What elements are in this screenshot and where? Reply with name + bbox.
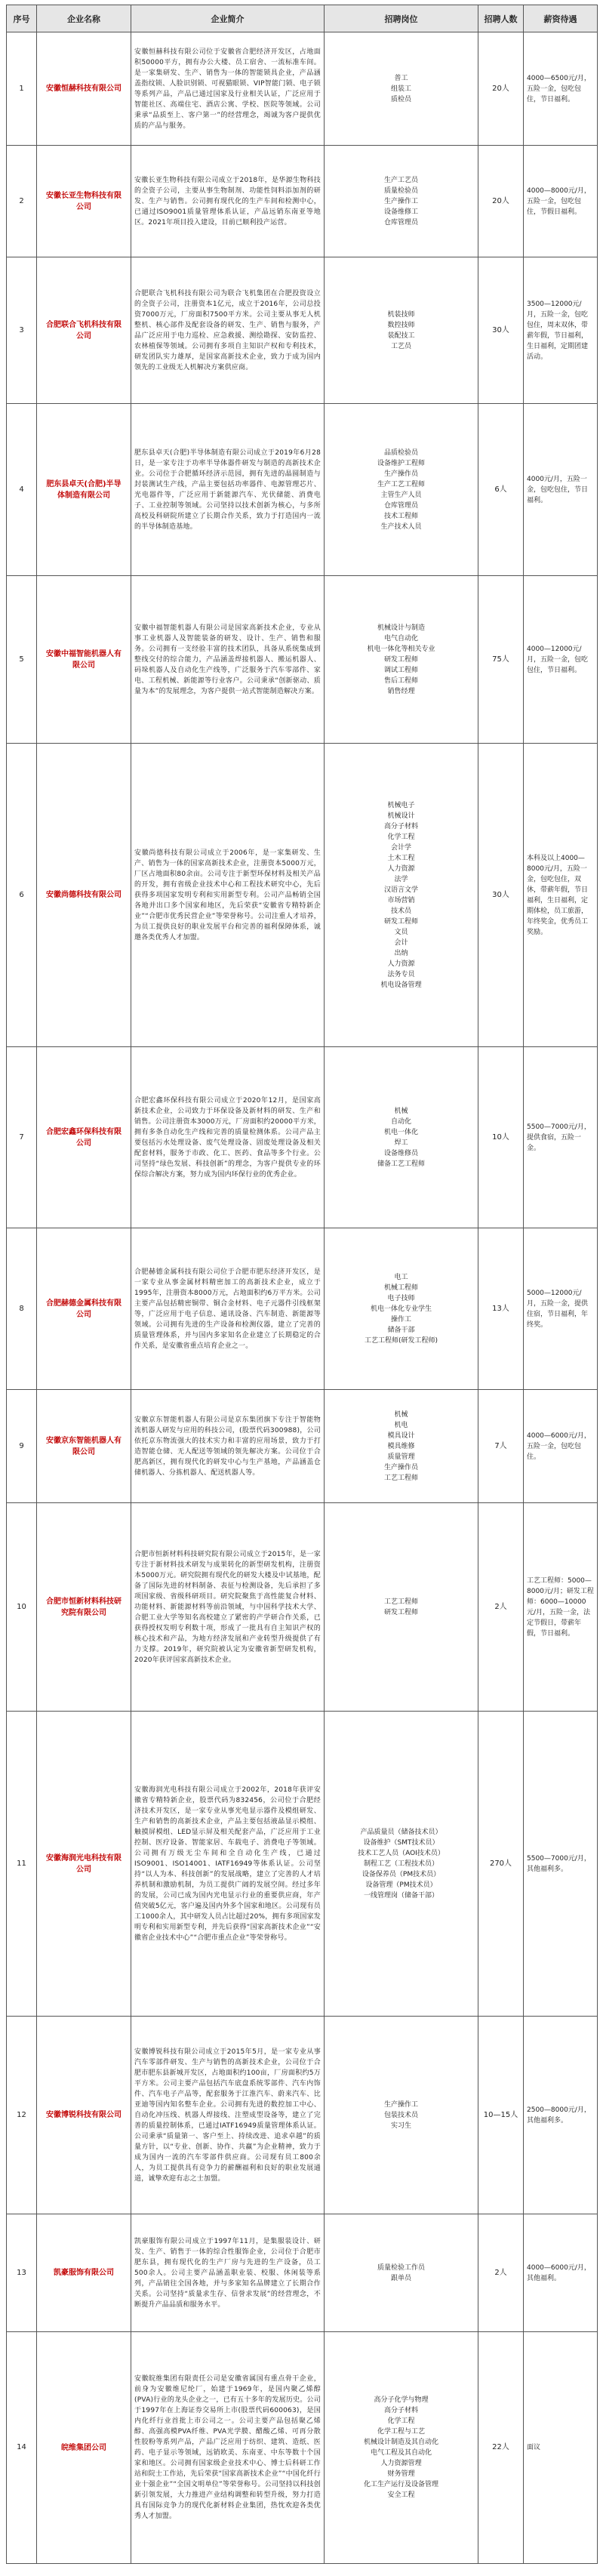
company-intro: 安徽皖维集团有限责任公司是安徽省属国有重点骨干企业，前身为安徽维尼纶厂，始建于1969年，是国内聚乙烯醇(PVA)行业的龙头企业之一，已有五十多年的发展历史。公司于1997年在上海证券交易所上市(股票代码600063)，是国内化纤行业首批上市公司之一。公司主要产品包括聚乙烯醇、高强高模PVA纤维、PVA光学膜、醋酸乙烯、可再分散性胶粉等系列产品，产品广泛应用于纺织、建筑、造纸、医药、电子显示等领域，远销欧美、东南亚、中东等数十个国家和地区。公司拥有国家级企业技术中心、博士后科研工作站和院士工作站，先后荣获“国家高新技术企业”“中国化纤行业十强企业”“全国文明单位”等荣誉称号。公司坚持以科技创新引领发展，大力推进产业结构调整和转型升级，努力打造具有国际竞争力的现代化新材料企业集团，热忱欢迎各类优秀人才加盟。 [131,2332,325,2564]
company-intro: 合肥联合飞机科技有限公司为联合飞机集团在合肥投资设立的全资子公司，注册资本1亿元，成立于2016年，公司总投资7000万元，厂房面积7500平方米。公司主要从事无人机整机、核心部件及配套设备的研发、生产、销售与服务，产品广泛应用于电力巡检、应急救援、测绘勘探、安防监控、农林植保等领域。公司拥有多项自主知识产权和专利技术，研发团队实力雄厚，是国家高新技术企业，致力于成为国内领先的工业级无人机解决方案供应商。 [131,257,325,404]
salary-cell [524,2017,598,2214]
row-seq: 12 [7,2017,37,2214]
row-seq: 9 [7,1390,37,1503]
table-row [7,1047,598,1228]
position-item: 机电一体化等相关专业 [367,645,435,653]
position-item: 工艺工程师(研发工程师) [364,1336,438,1345]
position-item: 焊工 [394,1139,408,1147]
company-intro: 合肥市恒新材料科技研究院有限公司成立于2015年，是一家专注于新材料技术研发与成果转化的新型研发机构，注册资本5000万元。研究院拥有现代化的研发大楼及中试基地，配备了国际先进的材料制备、表征与检测设备，先后承担了多项国家级、省级科研项目。研究院聚焦于高性能复合材料、功能材料、新能源材料等前沿领域，与中国科学技术大学、合肥工业大学等知名高校建立了紧密的产学研合作关系，已获得授权发明专利数十项，形成了一批具有自主知识产权的核心技术和产品，为地方经济发展和产业转型升级提供了有力支撑。2019年，研究院被认定为安徽省新型研发机构，2020年获评国家高新技术企业。 [131,1503,325,1712]
salary-text: 3500—12000元/月，五险一金，包吃包住，周末双休，带薪年假，节日福利，生日福利，定期团建活动。 [527,300,589,361]
positions-cell [325,1712,478,2017]
company-name: 安徽恒赫科技有限公司 [37,32,131,146]
position-item: 主管生产人员 [380,491,422,499]
company-name: 合肥联合飞机科技有限公司 [37,257,131,404]
position-item: 市场营销 [387,896,415,904]
row-seq: 8 [7,1228,37,1390]
salary-text: 4000—6000元/月，其他福利。 [527,2263,591,2282]
salary-cell [524,146,598,257]
table-row [7,1390,598,1503]
positions-cell [325,1047,478,1228]
company-intro: 安徽博锐科技有限公司成立于2015年5月，是一家专业从事汽车零部件研发、生产与销售的高新技术企业，公司位于合肥市肥东县新城开发区，占地面积约100亩，厂房面积约5万平方米。公司主要产品包括汽车底盘系统零部件、汽车内饰件、汽车电子产品等，配套服务于江淮汽车、蔚来汽车、比亚迪等国内知名整车企业。公司拥有先进的数控加工中心、自动化冲压线、机器人焊接线、注塑成型设备等，建立了完善的质量控制体系，已通过IATF16949质量管理体系认证。公司秉承“质量第一、客户至上、持续改进、追求卓越”的质量方针，以“专业、创新、协作、共赢”为企业精神，致力于成为国内一流的汽车零部件供应商。公司现有员工800余人，为员工提供具有竞争力的薪酬福利和良好的职业发展通道，诚挚欢迎有志之士加盟。 [131,2017,325,2214]
positions-cell [325,1503,478,1712]
position-item: 机械 [394,1410,408,1419]
position-item: 操作工 [390,1315,411,1323]
salary-text: 4000元/月，五险一金，包吃包住，节日福利。 [527,475,589,504]
headcount: 270人 [478,1712,524,2017]
salary-text: 本科及以上4000—8000元/月，五险一金，包吃包住，双休，带薪年假，节日福利，生日福利，定期体检，员工旅游，年终奖金，优秀员工奖励。 [527,854,589,936]
company-name: 合肥宏鑫环保科技有限公司 [37,1047,131,1228]
position-item: 法务专员 [387,970,415,978]
table-row [7,2214,598,2332]
position-item: 仓库管理员 [383,501,418,510]
position-item: 出纳 [394,949,408,957]
company-name: 凯豪服饰有限公司 [37,2214,131,2332]
position-item: 机械设计 [387,812,415,820]
salary-cell [524,1047,598,1228]
position-item: 人力资源 [387,864,415,873]
position-item: 组装工 [390,85,411,93]
position-item: 高分子材料 [383,822,418,830]
position-item: 品质检验员 [383,448,418,457]
position-item: 土木工程 [387,854,415,862]
position-item: 生产操作员 [383,470,418,478]
position-item: 质量管理 [387,1453,415,1461]
company-name: 安徽中福智能机器人有限公司 [37,576,131,744]
position-item: 机械设计与制造 [377,624,425,632]
headcount: 20人 [478,146,524,257]
headcount: 10—15人 [478,2017,524,2214]
position-item: 生产技术人员 [380,522,422,531]
position-item: 机械工程师 [383,1283,418,1292]
position-item: 一线管理岗（储备干部） [363,1891,438,1900]
positions-cell [325,1390,478,1503]
salary-text: 5500—7000元/月，其他福利多。 [527,1854,591,1873]
position-item: 储备干部 [387,1326,415,1334]
headcount: 30人 [478,257,524,404]
positions-cell [325,576,478,744]
positions-cell [325,1228,478,1390]
salary-text: 4000—8000元/月，五险一金，包吃包住，节假日福利。 [527,186,591,216]
salary-text: 4000—12000元/月，五险一金，包吃包住，节日福利。 [527,645,589,674]
header-headcount: 招聘人数 [478,5,524,32]
position-item: 汉语言文学 [383,886,418,894]
position-item: 财务管理 [387,2470,415,2478]
position-item: 技术员 [390,907,411,915]
salary-cell [524,576,598,744]
company-intro: 肥东县卓天(合肥)半导体制造有限公司成立于2019年6月28日，是一家专注于功率半导体器件研发与制造的高新技术企业。公司位于合肥循环经济示范园，拥有先进的晶圆制造与封装测试生产线，产品主要包括功率器件、电源管理芯片、光电器件等，广泛应用于新能源汽车、光伏储能、消费电子、工业控制等领域。公司坚持以技术创新为核心，与多所高校及科研院所建立了长期合作关系，致力于打造国内一流的半导体制造基地。 [131,404,325,576]
company-name: 安徽博锐科技有限公司 [37,2017,131,2214]
position-item: 自动化 [390,1117,411,1126]
position-item: 工艺员 [390,342,411,350]
table-header-row [7,5,598,32]
position-item: 机电一体化专业学生 [370,1305,432,1313]
position-item: 储备工艺工程师 [377,1160,425,1168]
table-row [7,576,598,744]
position-item: 模具设计 [387,1431,415,1440]
position-item: 设备维修工 [383,208,418,216]
company-name: 肥东县卓天(合肥)半导体制造有限公司 [37,404,131,576]
company-name: 合肥赫德金属科技有限公司 [37,1228,131,1390]
position-item: 制程工艺（工程技术员） [363,1860,438,1868]
table-row [7,146,598,257]
salary-cell [524,1228,598,1390]
headcount: 2人 [478,2214,524,2332]
position-item: 会计学 [390,843,411,852]
table-row [7,1503,598,1712]
position-item: 化学工程 [387,2417,415,2425]
table-row [7,257,598,404]
position-item: 工艺工程师 [383,1598,418,1606]
table-row [7,404,598,576]
row-seq: 2 [7,146,37,257]
position-item: 质量检验工作员 [377,2263,425,2272]
position-item: 电气工程及其自动化 [370,2449,432,2457]
position-item: 工艺工程师 [383,1474,418,1482]
salary-cell [524,1390,598,1503]
position-item: 会计 [394,938,408,947]
position-item: 设备维护工程师 [377,459,425,467]
salary-cell [524,2332,598,2564]
positions-cell [325,404,478,576]
company-intro: 凯豪服饰有限公司成立于1997年11月，是集服装设计、研发、生产、销售于一体的综合性服饰企业，公司位于合肥市肥东县，拥有现代化的生产厂房与先进的生产设备，员工500余人。公司主要产品涵盖职业装、校服、休闲装等系列，产品销往全国各地，并与多家知名品牌建立了长期合作关系。公司坚持“质量求生存、信誉求发展”的经营理念，不断提升产品品质和服务水平。 [131,2214,325,2332]
salary-text: 5000—12000元/月，五险一金，提供住宿，节日福利，年终奖。 [527,1289,589,1329]
headcount: 30人 [478,744,524,1047]
position-item: 销售经理 [387,687,415,695]
company-intro: 合肥赫德金属科技有限公司位于合肥市肥东经济开发区，是一家专业从事金属材料精密加工的高新技术企业，成立于1995年，注册资本8000万元，占地面积约6万平方米。公司主要产品包括精密铜带、铜合金材料、电子元器件引线框架等，广泛应用于电子信息、通讯设备、汽车制造、新能源等领域。公司拥有先进的生产设备和检测仪器，建立了完善的质量管理体系，并与国内多家知名企业建立了长期稳定的合作关系，是安徽省重点培育企业之一。 [131,1228,325,1390]
positions-cell [325,32,478,146]
position-item: 电工 [394,1273,408,1281]
headcount: 22人 [478,2332,524,2564]
header-company-name: 企业名称 [37,5,131,32]
company-intro: 安徽尚德科技有限公司成立于2006年，是一家集研发、生产、销售为一体的国家高新技术企业，注册资本5000万元，厂区占地面积80余亩。公司专注于新型环保材料及相关产品的开发，拥有省级企业技术中心和工程技术研究中心，先后获得多项国家发明专利和实用新型专利。公司产品畅销全国各地并出口多个国家和地区，先后荣获“安徽省专精特新企业”“合肥市优秀民营企业”等荣誉称号。公司注重人才培养，为员工提供良好的职业发展平台和完善的福利保障体系，诚邀各类优秀人才加盟。 [131,744,325,1047]
headcount: 75人 [478,576,524,744]
table-row [7,1712,598,2017]
salary-cell [524,744,598,1047]
position-item: 安全工程 [387,2491,415,2499]
position-item: 质量检验员 [383,186,418,195]
table-row [7,1228,598,1390]
company-name: 安徽长亚生物科技有限公司 [37,146,131,257]
row-seq: 5 [7,576,37,744]
row-seq: 4 [7,404,37,576]
company-intro: 合肥宏鑫环保科技有限公司成立于2020年12月，是国家高新技术企业，公司致力于环保设备及新材料的研发、生产和销售。公司注册资本3000万元，厂房面积约20000平方米，拥有多条自动化生产线和完善的质量检测体系。公司产品主要包括污水处理设备、废气处理设备、固废处理设备及相关配套材料，服务于市政、化工、医药、食品等多个行业。公司坚持“绿色发展、科技创新”的理念，为客户提供专业的环保综合解决方案，努力成为国内环保行业的优秀企业。 [131,1047,325,1228]
position-item: 文员 [394,928,408,936]
position-item: 人力资源 [387,960,415,968]
position-item: 售后工程师 [383,676,418,685]
company-intro: 安徽恒赫科技有限公司位于安徽省合肥经济开发区，占地面积50000平方，拥有办公大楼、员工宿舍、一流标准车间。是一家集研发、生产、销售为一体的智能锁具企业，产品涵盖指纹锁、人脸识别锁、可视猫眼锁、VIP智能门锁、电子锁等系列产品，产品已通过国家及行业相关认证，广泛应用于智能社区、高端住宅、酒店公寓、学校、医院等领域。公司秉承“品质至上、客户第一”的经营理念，竭诚为客户提供优质的产品与服务。 [131,32,325,146]
position-item: 化学工程与工艺 [377,2428,425,2436]
position-item: 机电 [394,1421,408,1429]
positions-cell [325,2332,478,2564]
position-item: 人力资源管理 [380,2460,422,2467]
headcount: 10人 [478,1047,524,1228]
position-item: 设备管理（PM技术员） [365,1881,437,1889]
salary-cell [524,2214,598,2332]
position-item: 技术工程师 [383,512,418,520]
salary-cell [524,1503,598,1712]
company-name: 安徽京东智能机器人有限公司 [37,1390,131,1503]
position-item: 仓库管理员 [383,218,418,226]
table-row [7,744,598,1047]
salary-cell [524,1712,598,2017]
company-intro: 安徽海润光电科技有限公司成立于2002年，2018年获评安徽省专精特新企业，股票代码为832456，公司位于合肥经济技术开发区，是一家专业从事光电显示器件及模组研发、生产和销售的高新技术企业，产品主要包括液晶显示模组、触摸屏模组、LED显示屏及相关配套产品，广泛应用于工业控制、医疗设备、智能家居、车载电子、消费电子等领域。公司拥有万级无尘车间和全自动化生产线，已通过ISO9001、ISO14001、IATF16949等体系认证。公司坚持“以人为本、科技创新”的发展战略，建立了完善的人才培养机制和激励机制，为员工提供广阔的发展空间。经过多年的发展，公司已成为国内光电显示行业的重要供应商，年产值突破5亿元，客户遍及国内外多个国家和地区。公司现有员工1000余人，其中研发人员占比超过20%，拥有多项国家发明专利和实用新型专利，并先后获得“国家高新技术企业”“安徽省企业技术中心”“合肥市重点企业”等荣誉称号。 [131,1712,325,2017]
position-item: 生产工艺工程师 [377,480,425,488]
position-item: 电子技师 [387,1294,415,1302]
table-row [7,2017,598,2214]
company-name: 合肥市恒新材料科技研究院有限公司 [37,1503,131,1712]
position-item: 实习生 [390,2122,411,2130]
position-item: 设备保养员（PM技术员） [361,1870,441,1878]
position-item: 普工 [394,74,408,82]
positions-cell [325,2214,478,2332]
row-seq: 10 [7,1503,37,1712]
header-positions: 招聘岗位 [325,5,478,32]
position-item: 机电设备管理 [380,981,422,989]
company-name: 皖维集团公司 [37,2332,131,2564]
positions-cell [325,257,478,404]
row-seq: 1 [7,32,37,146]
headcount: 2人 [478,1503,524,1712]
position-item: 化学工程 [387,833,415,841]
position-item: 机械 [394,1107,408,1115]
position-item: 设备维护（SMT技术员） [363,1838,439,1847]
headcount: 7人 [478,1390,524,1503]
salary-text: 2500—8000元/月，其他福利多。 [527,2106,591,2125]
salary-text: 4000—6000元/月，五险一金，包吃包住。 [527,1431,591,1461]
salary-cell [524,404,598,576]
position-item: 数控技师 [387,321,415,329]
position-item: 研发工程师 [383,917,418,926]
position-item: 包装技术员 [383,2111,418,2119]
position-item: 化工生产运行及设备管理 [363,2481,438,2488]
company-intro: 安徽京东智能机器人有限公司是京东集团旗下专注于智能物流机器人研发与应用的科技公司，(股票代码300988)，公司依托京东物流强大的技术实力和丰富的应用场景，致力于打造智能仓储、无人配送等领域的领先解决方案。公司位于合肥高新区，拥有现代化的研发中心与生产基地，产品涵盖仓储机器人、分拣机器人、配送机器人等。 [131,1390,325,1503]
position-item: 电气自动化 [383,634,418,642]
company-name: 安徽尚德科技有限公司 [37,744,131,1047]
headcount: 20人 [478,32,524,146]
headcount: 6人 [478,404,524,576]
row-seq: 7 [7,1047,37,1228]
header-salary-benefits: 薪资待遇 [524,5,598,32]
positions-cell [325,744,478,1047]
header-company-intro: 企业简介 [131,5,325,32]
table-body [7,32,598,2564]
position-item: 设备维修员 [383,1149,418,1157]
position-item: 机械电子 [387,801,415,809]
position-item: 质检员 [390,95,411,103]
position-item: 研发工程师 [383,655,418,664]
salary-cell [524,257,598,404]
company-intro: 安徽中福智能机器人有限公司是国家高新技术企业，专业从事工业机器人及智能装备的研发、设计、生产、销售和服务。公司拥有一支经验丰富的技术团队，具备从系统集成到整线交付的综合能力，产品涵盖焊接机器人、搬运机器人、码垛机器人及自动化生产线等，广泛服务于汽车零部件、家电、工程机械、新能源等行业客户。公司秉承“创新驱动、质量为本”的发展理念，为客户提供一站式智能制造解决方案。 [131,576,325,744]
row-seq: 3 [7,257,37,404]
job-listing-table [6,5,598,2564]
position-item: 机电一体化 [383,1128,418,1136]
position-item: 装配技工 [387,331,415,340]
row-seq: 14 [7,2332,37,2564]
position-item: 生产操作工 [383,197,418,205]
table-row [7,2332,598,2564]
salary-text: 面议 [527,2444,541,2451]
company-name: 安徽海润光电科技有限公司 [37,1712,131,2017]
position-item: 生产工艺员 [383,176,418,184]
table-row [7,32,598,146]
position-item: 高分子化学与物理 [374,2396,429,2404]
salary-text: 4000—6500元/月，五险一金，包吃包住，节日福利。 [527,74,591,103]
position-item: 研发工程师 [383,1608,418,1616]
headcount: 13人 [478,1228,524,1390]
header-seq: 序号 [7,5,37,32]
position-item: 生产操作员 [383,1463,418,1471]
position-item: 跟单员 [390,2274,411,2282]
position-item: 技术工艺人员（AOI技术员） [358,1849,445,1857]
position-item: 模具维修 [387,1442,415,1450]
position-item: 调试工程师 [383,666,418,674]
positions-cell [325,146,478,257]
salary-text: 5500—7000元/月，提供食宿，五险一金。 [527,1123,591,1152]
positions-cell [325,2017,478,2214]
row-seq: 6 [7,744,37,1047]
position-item: 法学 [394,875,408,883]
company-intro: 安徽长亚生物科技有限公司成立于2018年，是华源生物科技的全资子公司，主要从事生物制剂、功能性饲料添加剂的研发、生产与销售。公司拥有现代化的生产车间和检测中心，已通过ISO9001质量管理体系认证，产品远销东南亚等地区。2021年项目投入建设，目前已顺利投产运营。 [131,146,325,257]
salary-cell [524,32,598,146]
row-seq: 13 [7,2214,37,2332]
salary-text: 工艺工程师：5000—8000元/月；研发工程师：6000—10000元/月，五险一金，法定节假日，带薪年假，节日福利。 [527,1576,594,1638]
position-item: 生产操作工 [383,2100,418,2109]
position-item: 高分子材料 [383,2407,418,2414]
position-item: 机械设计制造及其自动化 [363,2439,438,2446]
position-item: 产品质量员（储备技术员） [360,1828,442,1836]
row-seq: 11 [7,1712,37,2017]
position-item: 机装技师 [387,310,415,319]
